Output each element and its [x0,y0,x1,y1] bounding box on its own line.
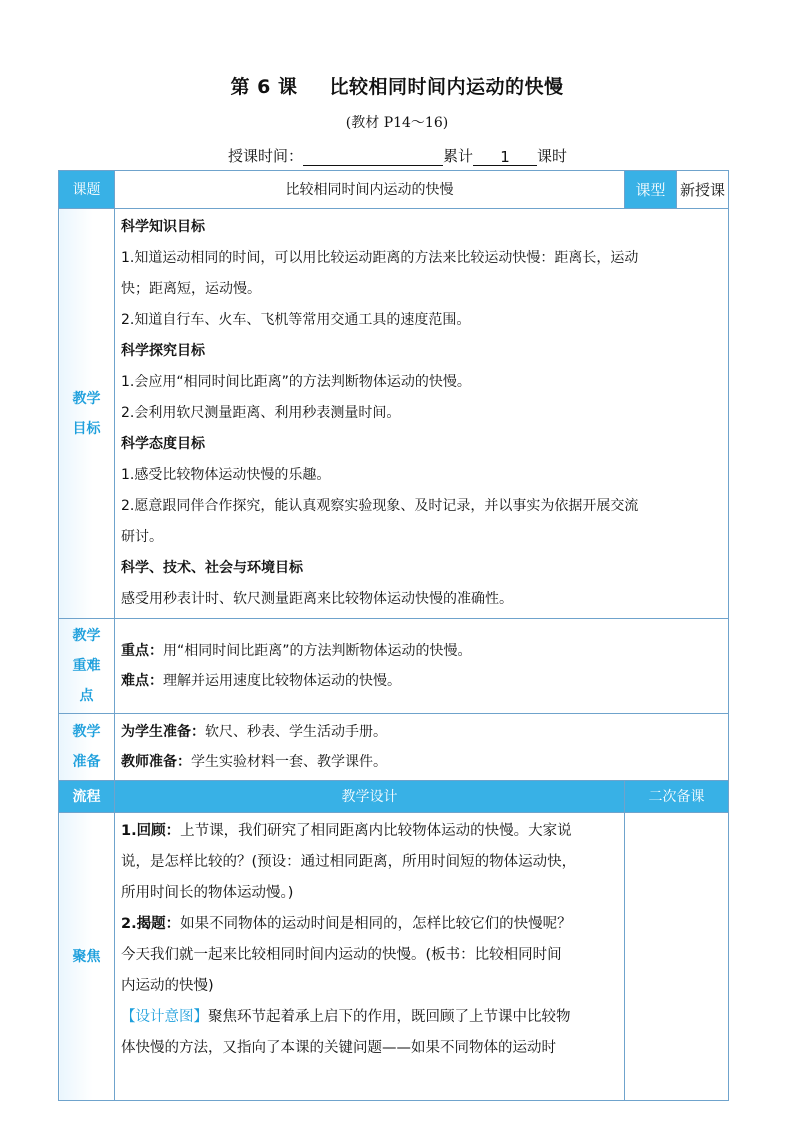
topic-label: 课题 [59,171,115,209]
objectives-row [59,209,729,619]
cumulative-label: 累计 [443,147,474,165]
cumulative-value: 1 [473,148,537,166]
second-prep-header: 二次备课 [625,781,729,813]
lesson-time-line [228,145,567,166]
design-intent-label: 【设计意图】 [121,1009,208,1025]
objectives-content [115,209,729,619]
inquiry-item-1: 1.会应用“相同时间比距离”的方法判断物体运动的快慢。 [121,374,471,390]
lesson-number: 第 6 课 [230,76,298,98]
stse-item-1: 感受用秒表计时、软尺测量距离来比较物体运动快慢的准确性。 [121,591,513,607]
reveal-line-2: 今天我们就一起来比较相同时间内运动的快慢。(板书：比较相同时间 [121,947,562,963]
keypoints-content [115,619,729,714]
knowledge-item-1a: 1.知道运动相同的时间，可以用比较运动距离的方法来比较运动快慢：距离长，运动 [121,250,639,266]
focus-stage-content [115,813,625,1101]
keypoints-row [59,619,729,714]
preparation-content [115,714,729,781]
review-line-3: 所用时间长的物体运动慢。) [121,885,294,901]
time-blank [303,148,443,166]
difficulty-point: 难点：理解并运用速度比较物体运动的快慢。 [121,673,401,689]
flow-header: 流程 [59,781,115,813]
attitude-item-2a: 2.愿意跟同伴合作探究，能认真观察实验现象、及时记录，并以事实为依据开展交流 [121,498,639,514]
intent-line-2: 体快慢的方法，又指向了本课的关键问题——如果不同物体的运动时 [121,1040,556,1056]
teacher-preparation: 教师准备：学生实验材料一套、教学课件。 [121,754,387,770]
reveal-line-3: 内运动的快慢) [121,978,214,994]
reveal-line-1: 2.揭题：如果不同物体的运动时间是相同的，怎样比较它们的快慢呢？ [121,916,572,932]
attitude-heading: 科学态度目标 [121,436,205,452]
focus-point: 重点：用“相同时间比距离”的方法判断物体运动的快慢。 [121,643,472,659]
attitude-item-1: 1.感受比较物体运动快慢的乐趣。 [121,467,331,483]
lesson-type-value: 新授课 [677,171,729,209]
period-unit: 课时 [537,147,568,165]
student-preparation: 为学生准备：软尺、秒表、学生活动手册。 [121,724,387,740]
preparation-label: 教学 准备 [59,714,115,781]
process-header-row [59,781,729,813]
intent-line-1: 【设计意图】聚焦环节起着承上启下的作用，既回顾了上节课中比较物 [121,1009,571,1025]
inquiry-item-2: 2.会利用软尺测量距离、利用秒表测量时间。 [121,405,401,421]
objectives-label: 教学 目标 [59,209,115,619]
attitude-item-2b: 研讨。 [121,529,163,545]
knowledge-item-1b: 快；距离短，运动慢。 [121,281,261,297]
keypoints-label: 教学 重难 点 [59,619,115,714]
stse-heading: 科学、技术、社会与环境目标 [121,560,303,576]
lesson-title [0,72,794,99]
focus-stage-row [59,813,729,1101]
topic-value: 比较相同时间内运动的快慢 [115,171,625,209]
time-label: 授课时间： [228,147,304,165]
lesson-title-text: 比较相同时间内运动的快慢 [329,76,564,98]
knowledge-item-2: 2.知道自行车、火车、飞机等常用交通工具的速度范围。 [121,312,471,328]
textbook-pages: (教材 P14～16) [345,115,449,131]
knowledge-heading: 科学知识目标 [121,219,205,235]
second-prep-cell[interactable] [625,813,729,1101]
review-line-2: 说，是怎样比较的？(预设：通过相同距离，所用时间短的物体运动快， [121,854,577,870]
focus-stage-label: 聚焦 [59,813,115,1101]
preparation-row [59,714,729,781]
topic-row [59,171,729,209]
inquiry-heading: 科学探究目标 [121,343,205,359]
lesson-type-label: 课型 [625,171,677,209]
review-line-1: 1.回顾：上节课，我们研究了相同距离内比较物体运动的快慢。大家说 [121,823,572,839]
lesson-plan-table [58,170,729,1101]
design-header: 教学设计 [115,781,625,813]
